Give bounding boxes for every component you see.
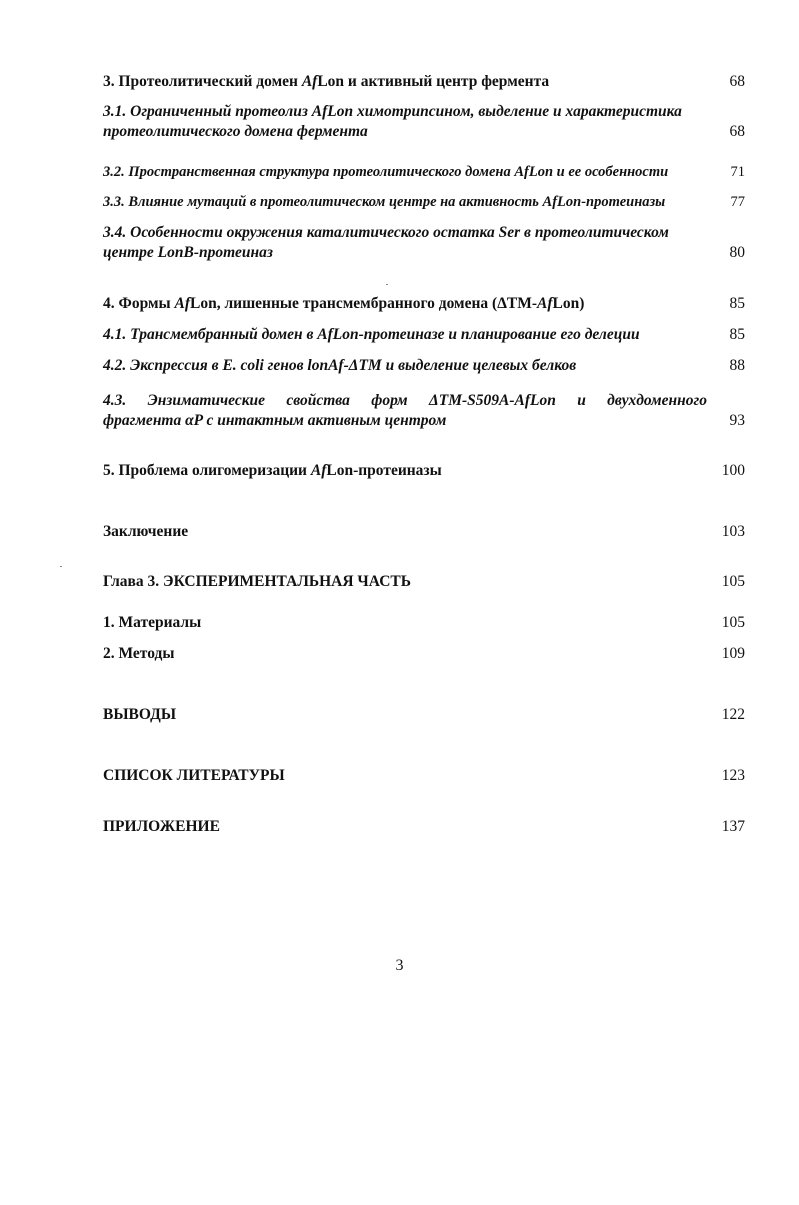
toc-entry-conclusions-page: 122 <box>721 706 745 723</box>
toc-entry-conclusion-text: Заключение <box>103 523 189 540</box>
toc-entry-4-pre: 4. Формы <box>103 295 175 312</box>
toc-entry-4-italic2: Af <box>537 295 553 312</box>
toc-entry-5-italic: Af <box>310 462 327 479</box>
toc-entry-3-post: Lon и активный центр фермента <box>317 73 550 90</box>
toc-entry-4-3-page: 93 <box>729 412 745 429</box>
toc-entry-references <box>103 766 745 786</box>
toc-entry-references-text: СПИСОК ЛИТЕРАТУРЫ <box>103 767 285 784</box>
toc-entry-4-3 <box>103 391 745 431</box>
toc-entry-chapter-3 <box>103 572 745 592</box>
toc-entry-5 <box>103 461 745 481</box>
toc-entry-5-page: 100 <box>721 462 745 479</box>
toc-entry-5-post: Lon-протеиназы <box>326 462 442 479</box>
toc-entry-appendix <box>103 817 745 837</box>
toc-entry-3-3-page: 77 <box>730 194 745 210</box>
toc-entry-materials-text: 1. Материалы <box>103 614 202 631</box>
toc-entry-3-4-line1: 3.4. Особенности окружения каталитического остатка Ser в протеолитическом <box>103 224 669 241</box>
toc-entry-4-italic: Af <box>174 295 190 312</box>
toc-entry-3-4 <box>103 223 745 263</box>
toc-entry-4-1-page: 85 <box>729 326 745 343</box>
toc-entry-4-page: 85 <box>729 295 745 312</box>
toc-entry-conclusion-page: 103 <box>721 523 745 540</box>
toc-entry-3-3-text: 3.3. Влияние мутаций в протеолитическом центре на активность AfLon-протеиназы <box>103 194 666 210</box>
toc-entry-4-2-text: 4.2. Экспрессия в E. coli генов lonAf-ΔTM и выделение целевых белков <box>103 357 577 374</box>
toc-entry-3 <box>103 72 745 92</box>
toc-entry-appendix-page: 137 <box>721 818 745 835</box>
toc-entry-3-2 <box>103 162 745 182</box>
toc-entry-3-2-page: 71 <box>730 164 745 180</box>
toc-entry-chapter-3-text: Глава 3. ЭКСПЕРИМЕНТАЛЬНАЯ ЧАСТЬ <box>103 573 412 590</box>
toc-entry-3-4-line2: центре LonB-протеиназ <box>103 244 273 261</box>
toc-entry-3-pre: 3. Протеолитический домен <box>103 73 302 90</box>
toc-entry-4-mid: Lon, лишенные трансмембранного домена (ΔTM- <box>189 295 538 312</box>
toc-entry-3-italic: Af <box>301 73 318 90</box>
toc-entry-methods <box>103 644 745 664</box>
toc-entry-references-page: 123 <box>721 767 745 784</box>
scan-speck <box>60 566 62 567</box>
toc-entry-3-1-page: 68 <box>729 123 745 140</box>
toc-entry-3-3 <box>103 192 745 212</box>
page-number: 3 <box>395 957 404 974</box>
toc-entry-3-4-page: 80 <box>729 244 745 261</box>
toc-entry-3-1 <box>103 102 745 142</box>
toc-entry-4-3-line2: фрагмента αP с интактным активным центром <box>103 412 447 429</box>
toc-entry-materials <box>103 613 745 633</box>
toc-entry-3-page: 68 <box>729 73 745 90</box>
toc-entry-4 <box>103 294 745 314</box>
toc-entry-3-1-line2: протеолитического домена фермента <box>103 123 368 140</box>
toc-entry-4-2-page: 88 <box>729 357 745 374</box>
toc-entry-appendix-text: ПРИЛОЖЕНИЕ <box>103 818 220 835</box>
toc-entry-methods-text: 2. Методы <box>103 645 175 662</box>
toc-entry-4-post: Lon) <box>552 295 585 312</box>
toc-entry-4-2 <box>103 356 745 376</box>
toc-entry-3-2-text: 3.2. Пространственная структура протеолитического домена AfLon и ее особенности <box>103 164 669 180</box>
toc-entry-conclusions-text: ВЫВОДЫ <box>103 706 177 723</box>
toc-entry-4-3-line1: 4.3. Энзиматические свойства форм ΔTM-S509A-AfLon и двухдоменного <box>103 392 707 409</box>
toc-entry-4-1 <box>103 325 745 345</box>
toc-entry-methods-page: 109 <box>721 645 745 662</box>
toc-entry-materials-page: 105 <box>721 614 745 631</box>
toc-entry-chapter-3-page: 105 <box>721 573 745 590</box>
toc-entry-4-1-text: 4.1. Трансмембранный домен в AfLon-протеиназе и планирование его делеции <box>103 326 640 343</box>
toc-entry-conclusions <box>103 705 745 725</box>
toc-entry-3-1-line1: 3.1. Ограниченный протеолиз AfLon химотрипсином, выделение и характеристика <box>103 103 682 120</box>
scan-speck <box>386 284 388 285</box>
toc-entry-conclusion <box>103 522 745 542</box>
toc-entry-5-pre: 5. Проблема олигомеризации <box>103 462 311 479</box>
